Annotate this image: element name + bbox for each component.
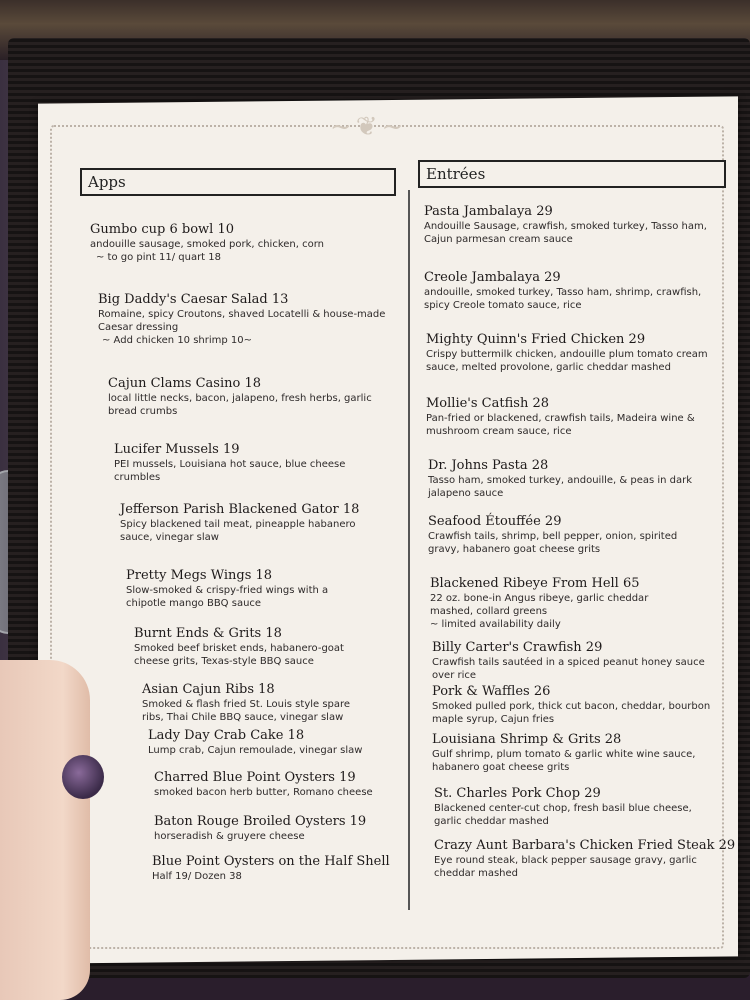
painted-nail — [62, 755, 104, 799]
menu-item-mussels: Lucifer Mussels 19 PEI mussels, Louisiana hot sauce, blue cheese crumbles — [114, 442, 346, 483]
menu-item-fried-chicken: Mighty Quinn's Fried Chicken 29 Crispy buttermilk chicken, andouille plum tomato cream sauce, melted provolone, garlic cheddar mashed — [426, 332, 708, 373]
menu-item-wings: Pretty Megs Wings 18 Slow-smoked & crispy-fried wings with a chipotle mango BBQ sauce — [126, 568, 329, 609]
menu-item-caesar: Big Daddy's Caesar Salad 13 Romaine, spicy Croutons, shaved Locatelli & house-made Caesar dressing ~ Add chicken 10 shrimp 10~ — [98, 292, 386, 346]
apps-header-label: Apps — [88, 173, 126, 191]
menu-item-pasta-jambalaya: Pasta Jambalaya 29 Andouille Sausage, crawfish, smoked turkey, Tasso ham, Cajun parmesan cream sauce — [424, 204, 707, 245]
menu-item-ribs: Asian Cajun Ribs 18 Smoked & flash fried St. Louis style spare ribs, Thai Chile BBQ sauce, vinegar slaw — [142, 682, 351, 723]
menu-item-chicken-fried-steak: Crazy Aunt Barbara's Chicken Fried Steak 29 Eye round steak, black pepper sausage gravy, garlic cheddar mashed — [434, 838, 736, 879]
menu-item-dr-johns-pasta: Dr. Johns Pasta 28 Tasso ham, smoked turkey, andouille, & peas in dark jalapeno sauce — [428, 458, 693, 499]
apps-header — [80, 168, 396, 196]
menu-item-burnt-ends: Burnt Ends & Grits 18 Smoked beef brisket ends, habanero-goat cheese grits, Texas-style BBQ sauce — [134, 626, 344, 667]
ornament-icon: ~❦~ — [330, 112, 408, 142]
menu-item-pork-chop: St. Charles Pork Chop 29 Blackened center-cut chop, fresh basil blue cheese, garlic cheddar mashed — [434, 786, 692, 827]
menu-item-gumbo: Gumbo cup 6 bowl 10 andouille sausage, smoked pork, chicken, corn ~ to go pint 11/ quart 18 — [90, 222, 324, 263]
menu-item-creole-jambalaya: Creole Jambalaya 29 andouille, smoked turkey, Tasso ham, shrimp, crawfish, spicy Creole tomato sauce, rice — [424, 270, 702, 311]
menu-item-crab-cake: Lady Day Crab Cake 18 Lump crab, Cajun remoulade, vinegar slaw — [148, 728, 363, 756]
menu-item-half-shell: Blue Point Oysters on the Half Shell Half 19/ Dozen 38 — [152, 854, 390, 882]
menu-item-charred-oysters: Charred Blue Point Oysters 19 smoked bacon herb butter, Romano cheese — [154, 770, 373, 798]
menu-item-broiled-oysters: Baton Rouge Broiled Oysters 19 horseradish & gruyere cheese — [154, 814, 367, 842]
menu-item-gator: Jefferson Parish Blackened Gator 18 Spicy blackened tail meat, pineapple habanero sauce, vinegar slaw — [120, 502, 360, 543]
entrees-header — [418, 160, 726, 188]
menu-item-clams: Cajun Clams Casino 18 local little necks, bacon, jalapeno, fresh herbs, garlic bread crumbs — [108, 376, 372, 417]
hand-holding-menu — [0, 660, 90, 1000]
menu-item-pork-waffles: Pork & Waffles 26 Smoked pulled pork, thick cut bacon, cheddar, bourbon maple syrup, Cajun fries — [432, 684, 711, 725]
menu-item-crawfish: Billy Carter's Crawfish 29 Crawfish tails sautéed in a spiced peanut honey sauce over rice — [432, 640, 705, 681]
menu-item-ribeye: Blackened Ribeye From Hell 65 22 oz. bone-in Angus ribeye, garlic cheddar mashed, collard greens ~ limited availability daily — [430, 576, 649, 630]
menu-item-shrimp-grits: Louisiana Shrimp & Grits 28 Gulf shrimp, plum tomato & garlic white wine sauce, habanero goat cheese grits — [432, 732, 696, 773]
menu-item-catfish: Mollie's Catfish 28 Pan-fried or blackened, crawfish tails, Madeira wine & mushroom cream sauce, rice — [426, 396, 695, 437]
entrees-header-label: Entrées — [426, 165, 486, 183]
menu-item-etouffee: Seafood Étouffée 29 Crawfish tails, shrimp, bell pepper, onion, spirited gravy, habanero goat cheese grits — [428, 514, 678, 555]
column-divider — [408, 190, 410, 910]
